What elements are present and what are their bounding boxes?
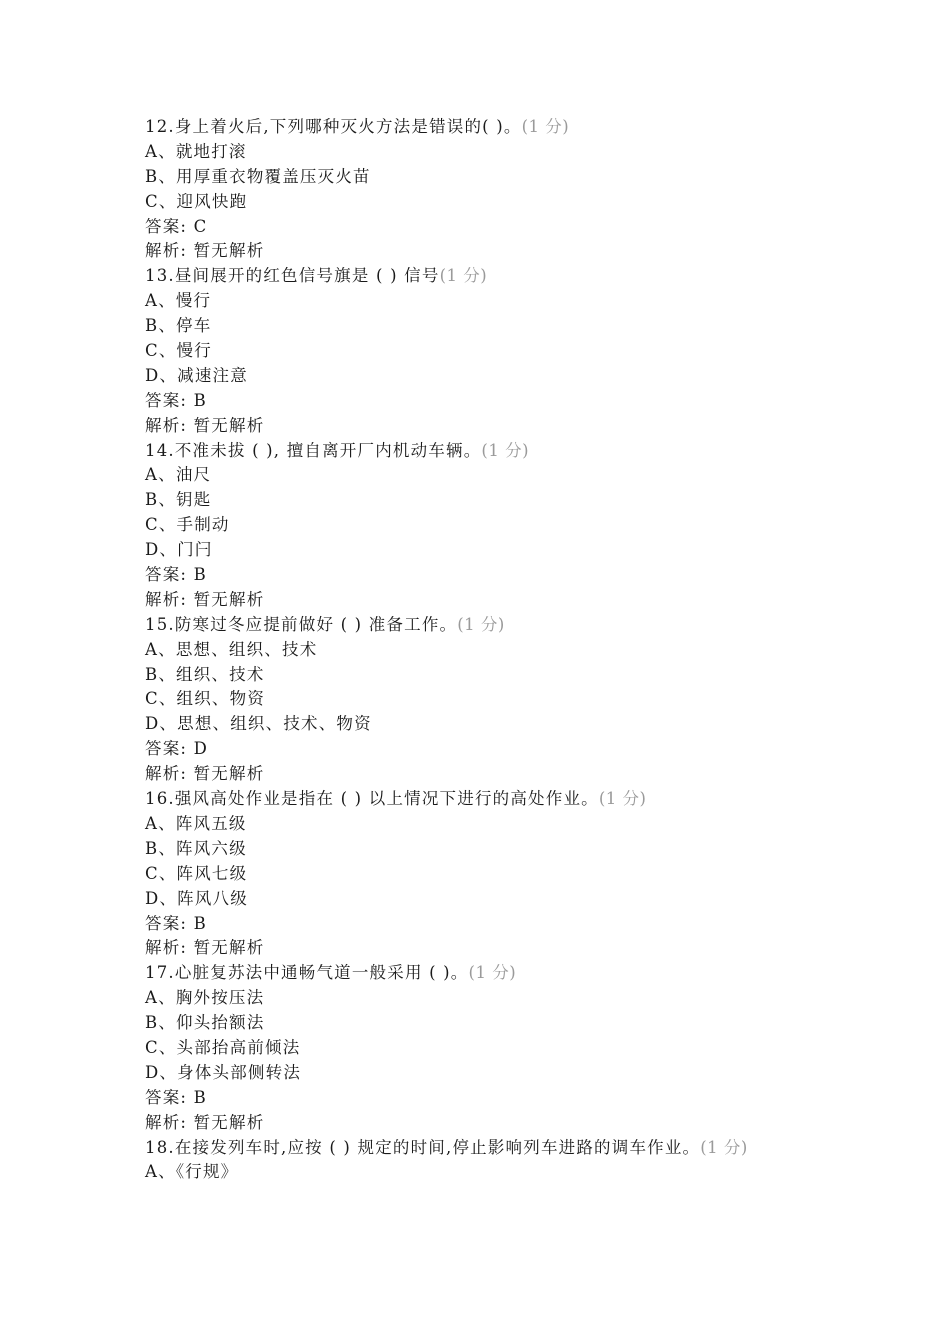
question-18 — [145, 1136, 795, 1186]
question-score: (1 分) — [481, 440, 530, 460]
question-text: 12.身上着火后,下列哪种灭火方法是错误的( )。 — [145, 117, 522, 136]
option-c: C、慢行 — [145, 341, 212, 361]
analysis-line: 解析: 暂无解析 — [145, 764, 265, 784]
analysis-line: 解析: 暂无解析 — [145, 589, 265, 609]
question-score: (1 分) — [700, 1137, 748, 1157]
question-score: (1 分) — [468, 963, 517, 983]
answer-line: 答案: D — [145, 739, 209, 759]
question-13 — [145, 264, 795, 438]
analysis-line: 解析: 暂无解析 — [145, 241, 265, 261]
analysis-line: 解析: 暂无解析 — [145, 1112, 265, 1132]
answer-line: 答案: B — [145, 390, 207, 410]
question-score: (1 分) — [521, 117, 570, 136]
question-score: (1 分) — [598, 789, 647, 809]
option-a: A、《行规》 — [145, 1162, 239, 1182]
answer-line: 答案: B — [145, 1087, 207, 1107]
analysis-line: 解析: 暂无解析 — [145, 938, 265, 958]
option-a: A、胸外按压法 — [145, 988, 265, 1008]
question-12 — [145, 115, 795, 264]
option-d: D、身体头部侧转法 — [145, 1062, 302, 1082]
option-a: A、慢行 — [145, 291, 212, 311]
question-stem — [145, 1136, 795, 1161]
question-stem — [145, 961, 795, 986]
option-b: B、组织、技术 — [145, 664, 265, 684]
question-text: 14.不准未拔 ( ), 擅自离开厂内机动车辆。 — [145, 440, 482, 460]
option-a: A、就地打滚 — [145, 141, 247, 161]
question-score: (1 分) — [439, 266, 488, 286]
option-c: C、头部抬高前倾法 — [145, 1037, 301, 1057]
question-text: 15.防寒过冬应提前做好 ( ) 准备工作。 — [145, 614, 458, 634]
question-stem — [145, 115, 795, 140]
question-stem — [145, 787, 795, 812]
option-b: B、用厚重衣物覆盖压灭火苗 — [145, 166, 371, 186]
option-b: B、仰头抬额法 — [145, 1013, 265, 1033]
option-a: A、油尺 — [145, 465, 212, 485]
answer-line: 答案: C — [145, 216, 208, 236]
question-stem — [145, 613, 795, 638]
answer-line: 答案: B — [145, 565, 207, 585]
question-text: 16.强风高处作业是指在 ( ) 以上情况下进行的高处作业。 — [145, 789, 599, 809]
question-score: (1 分) — [457, 614, 505, 634]
option-d: D、减速注意 — [145, 365, 248, 385]
option-b: B、阵风六级 — [145, 838, 247, 858]
answer-line: 答案: B — [145, 913, 207, 933]
question-stem — [145, 264, 795, 289]
question-17 — [145, 961, 795, 1135]
option-b: B、钥匙 — [145, 490, 212, 510]
analysis-line: 解析: 暂无解析 — [145, 415, 265, 435]
question-text: 13.昼间展开的红色信号旗是 ( ) 信号 — [145, 266, 440, 286]
option-c: C、组织、物资 — [145, 689, 266, 709]
option-a: A、思想、组织、技术 — [145, 639, 318, 659]
question-14 — [145, 439, 795, 613]
option-d: D、门闩 — [145, 540, 213, 560]
question-15 — [145, 613, 795, 787]
option-c: C、阵风七级 — [145, 863, 248, 883]
option-b: B、停车 — [145, 316, 212, 336]
option-d: D、阵风八级 — [145, 888, 248, 908]
question-stem — [145, 439, 795, 464]
option-c: C、迎风快跑 — [145, 191, 248, 211]
option-c: C、手制动 — [145, 515, 230, 535]
question-text: 18.在接发列车时,应按 ( ) 规定的时间,停止影响列车进路的调车作业。 — [145, 1137, 701, 1157]
option-d: D、思想、组织、技术、物资 — [145, 714, 372, 734]
question-16 — [145, 787, 795, 961]
option-a: A、阵风五级 — [145, 813, 247, 833]
question-text: 17.心脏复苏法中通畅气道一般采用 ( )。 — [145, 963, 469, 983]
exam-page — [145, 115, 795, 1185]
